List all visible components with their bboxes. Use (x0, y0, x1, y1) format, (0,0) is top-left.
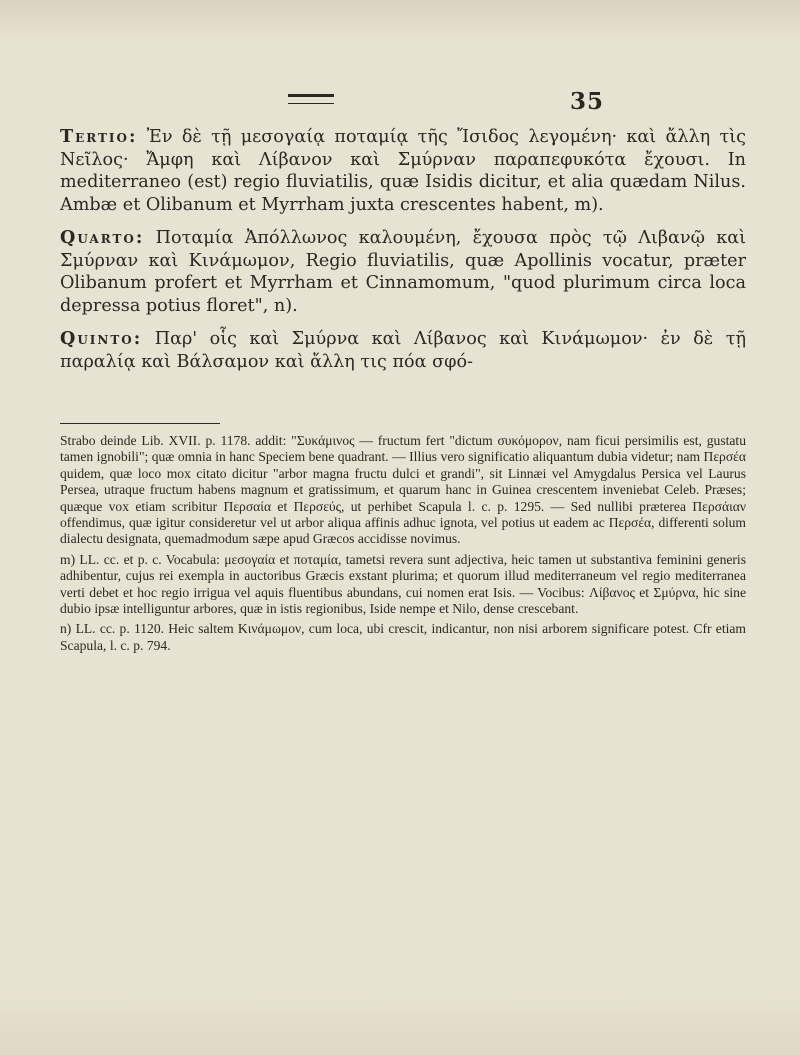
paragraph-body: Παρ' οἷς καὶ Σμύρνα καὶ Λίβανος καὶ Κινάμωμον· ἐν δὲ τῇ παραλίᾳ καὶ Βάλσαμον καὶ ἄλλη τις πόα σφό- (60, 329, 746, 372)
main-text (60, 126, 746, 373)
paragraph-lead: Quinto: (60, 328, 143, 349)
paragraph-quinto (60, 328, 746, 373)
paragraph-body: Ἐν δὲ τῇ μεσογαίᾳ ποταμίᾳ τῆς Ἴσιδος λεγομένη· καὶ ἄλλη τὶς Νεῖλος· Ἄμφη καὶ Λίβανον καὶ Σμύρναν παραπεφυκότα ἔχουσι. In mediterraneo (est) regio fluviatilis, quæ Isidis dicitur, et alia quædam Nilus. Ambæ et Olibanum et Myrrham juxta crescentes habent, m). (60, 127, 746, 215)
page-number: 35 (570, 88, 605, 115)
header-ornament-rule (288, 94, 334, 104)
footnote-m: m) LL. cc. et p. c. Vocabula: μεσογαία et ποταμία, tametsi revera sunt adjectiva, heic tamen ut substantiva feminini generis adhibentur, cujus rei exempla in auctoribus Græcis exstant plurima; et quorum illud mediterraneum vel regio mediterranea verti debet et hoc regio irrigua vel aquis fluentibus abundans, cui nomen erat Isis. — Vocibus: Λίβανος et Σμύρνα, hic sine dubio ipsæ intelliguntur arbores, quæ in istis regionibus, Iside nempe et Nilo, dense crescebant. (60, 551, 746, 617)
paragraph-quarto (60, 227, 746, 317)
footnote-separator (60, 423, 220, 424)
footnote-continued: Strabo deinde Lib. XVII. p. 1178. addit: "Συκάμινος — fructum fert "dictum συκόμορον, nam ficui persimilis est, gustatu tamen ignobili"; quæ omnia in hanc Speciem bene quadrant. — Illius vero significatio aliquantum dubia videtur; nam Περσέα quidem, quæ loco mox citato dicitur "arbor magna fructu dulci et grandi", sit Linnæi vel Amygdalus Persica vel Laurus Persea, utraque fructum habens magnum et gratissimum, et quarum hanc in Guinea crescentem inveniebat Celeb. Præses; quæque vox etiam scribitur Περσαία et Περσεύς, ut perhibet Scapula l. c. p. 1295. — Sed nullibi præterea Περσάιαν offendimus, quæ igitur consideretur vel ut arbor aliqua affinis adhuc ignota, vel potius ut eadem ac Περσέα, differenti solum dialectu designata, quemadmodum sæpe apud Græcos accidisse novimus. (60, 433, 746, 547)
paragraph-lead: Quarto: (60, 227, 145, 248)
paragraph-lead: Tertio: (60, 126, 138, 147)
paragraph-tertio (60, 126, 746, 216)
footnote-n: n) LL. cc. p. 1120. Heic saltem Κινάμωμον, cum loca, ubi crescit, indicantur, non nisi arborem significare potest. Cfr etiam Scapula, l. c. p. 794. (60, 621, 746, 653)
footnotes (60, 433, 746, 654)
paragraph-body: Ποταμία Ἀπόλλωνος καλουμένη, ἔχουσα πρὸς τῷ Λιβανῷ καὶ Σμύρναν καὶ Κινάμωμον, Regio fluviatilis, quæ Apollinis vocatur, præter Olibanum profert et Myrrham et Cinnamomum, "quod plurimum circa loca depressa potius floret", n). (60, 228, 746, 316)
